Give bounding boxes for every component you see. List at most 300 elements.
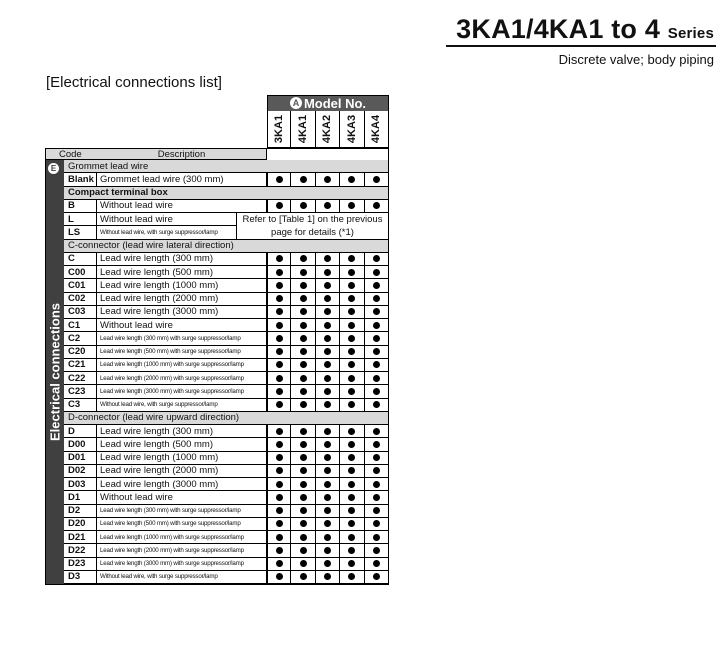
description-cell <box>97 266 267 279</box>
title-rule <box>446 45 716 47</box>
filled-circle-icon <box>276 322 283 329</box>
availability-dot <box>291 518 315 531</box>
description-header <box>97 148 267 160</box>
code-cell <box>64 213 97 226</box>
filled-circle-icon <box>348 441 355 448</box>
filled-circle-icon <box>373 375 380 382</box>
availability-dot <box>365 253 389 266</box>
model-column-header <box>316 111 340 148</box>
availability-dot <box>316 359 340 372</box>
filled-circle-icon <box>373 573 380 580</box>
code-header-label: Code <box>59 148 82 160</box>
description-cell <box>97 346 267 359</box>
filled-circle-icon <box>276 361 283 368</box>
filled-circle-icon <box>300 573 307 580</box>
description-cell <box>97 505 267 518</box>
code-value: B <box>68 200 75 212</box>
availability-dot <box>340 491 364 504</box>
code-cell <box>64 558 97 571</box>
availability-dot <box>365 478 389 491</box>
availability-dot <box>291 544 315 557</box>
availability-dot <box>365 544 389 557</box>
filled-circle-icon <box>373 428 380 435</box>
filled-circle-icon <box>373 269 380 276</box>
filled-circle-icon <box>276 202 283 209</box>
code-cell <box>64 253 97 266</box>
description-value: Lead wire length (500 mm) <box>100 438 213 450</box>
availability-dot <box>267 293 291 306</box>
description-cell <box>97 491 267 504</box>
description-value: Lead wire length (1000 mm) with surge suppressor/lamp <box>100 361 244 369</box>
availability-dot <box>267 491 291 504</box>
filled-circle-icon <box>276 560 283 567</box>
code-value: D2 <box>68 505 81 517</box>
filled-circle-icon <box>300 202 307 209</box>
availability-dot <box>316 505 340 518</box>
availability-dot <box>340 544 364 557</box>
code-value: D03 <box>68 478 86 490</box>
code-value: D20 <box>68 518 86 530</box>
code-cell <box>64 293 97 306</box>
description-value: Lead wire length (500 mm) with surge suppressor/lamp <box>100 520 241 528</box>
filled-circle-icon <box>300 507 307 514</box>
availability-dot <box>365 438 389 451</box>
code-cell <box>64 319 97 332</box>
filled-circle-icon <box>348 454 355 461</box>
code-value: D00 <box>68 438 86 450</box>
filled-circle-icon <box>324 361 331 368</box>
availability-dot <box>316 518 340 531</box>
code-cell <box>64 200 97 213</box>
description-value: Lead wire length (300 mm) with surge suppressor/lamp <box>100 507 241 515</box>
description-value: Without lead wire <box>100 319 173 331</box>
availability-dot <box>267 452 291 465</box>
availability-dot <box>365 173 389 186</box>
availability-dot <box>291 332 315 345</box>
availability-dot <box>365 306 389 319</box>
availability-dot <box>267 558 291 571</box>
availability-dot <box>340 438 364 451</box>
filled-circle-icon <box>324 467 331 474</box>
availability-dot <box>316 478 340 491</box>
filled-circle-icon <box>300 348 307 355</box>
code-value: LS <box>68 226 81 238</box>
availability-dot <box>316 372 340 385</box>
series-word: Series <box>667 25 714 42</box>
series-title <box>456 14 714 44</box>
availability-dot <box>340 505 364 518</box>
availability-dot <box>365 385 389 398</box>
filled-circle-icon <box>324 255 331 262</box>
availability-dot <box>267 465 291 478</box>
filled-circle-icon <box>300 467 307 474</box>
code-value: C01 <box>68 279 86 291</box>
description-value: Without lead wire <box>100 491 173 503</box>
description-value: Without lead wire, with surge suppressor/lamp <box>100 573 218 581</box>
availability-dot <box>340 531 364 544</box>
description-value: Lead wire length (2000 mm) <box>100 293 219 305</box>
availability-dot <box>340 425 364 438</box>
filled-circle-icon <box>373 322 380 329</box>
filled-circle-icon <box>348 176 355 183</box>
availability-dot <box>267 425 291 438</box>
description-value: Lead wire length (1000 mm) <box>100 452 219 464</box>
code-value: C2 <box>68 332 81 344</box>
availability-dot <box>267 438 291 451</box>
description-cell <box>97 226 237 239</box>
availability-dot <box>365 372 389 385</box>
availability-dot <box>365 346 389 359</box>
availability-dot <box>316 306 340 319</box>
filled-circle-icon <box>276 428 283 435</box>
filled-circle-icon <box>276 308 283 315</box>
availability-dot <box>291 399 315 412</box>
availability-dot <box>291 200 315 213</box>
model-badge-icon: A <box>290 97 302 109</box>
code-cell <box>64 306 97 319</box>
description-value: Lead wire length (3000 mm) <box>100 306 219 318</box>
code-cell <box>64 226 97 239</box>
availability-dot <box>316 173 340 186</box>
availability-dot <box>267 478 291 491</box>
refer-note-line1: Refer to [Table 1] on the previous <box>242 213 383 225</box>
code-value: D22 <box>68 544 86 556</box>
group-row <box>64 160 389 173</box>
description-cell <box>97 558 267 571</box>
availability-dot <box>291 372 315 385</box>
availability-dot <box>365 465 389 478</box>
availability-dot <box>340 200 364 213</box>
code-cell <box>64 465 97 478</box>
availability-dot <box>291 173 315 186</box>
availability-dot <box>267 531 291 544</box>
side-label: Electrical connections <box>47 303 62 441</box>
description-cell <box>97 359 267 372</box>
filled-circle-icon <box>276 467 283 474</box>
availability-dot <box>316 266 340 279</box>
model-no-label: Model No. <box>303 95 367 111</box>
code-cell <box>64 491 97 504</box>
availability-dot <box>365 359 389 372</box>
side-badge-icon: E <box>48 163 59 174</box>
availability-dot <box>267 306 291 319</box>
filled-circle-icon <box>348 269 355 276</box>
availability-dot <box>365 266 389 279</box>
filled-circle-icon <box>324 534 331 541</box>
availability-dot <box>267 399 291 412</box>
code-value: D3 <box>68 571 81 583</box>
availability-dot <box>316 346 340 359</box>
filled-circle-icon <box>373 282 380 289</box>
filled-circle-icon <box>276 547 283 554</box>
description-cell <box>97 465 267 478</box>
availability-dot <box>340 266 364 279</box>
filled-circle-icon <box>276 481 283 488</box>
filled-circle-icon <box>276 573 283 580</box>
code-value: C02 <box>68 293 86 305</box>
description-value: Lead wire length (3000 mm) <box>100 478 219 490</box>
code-value: D02 <box>68 465 86 477</box>
filled-circle-icon <box>348 388 355 395</box>
filled-circle-icon <box>324 441 331 448</box>
availability-dot <box>267 319 291 332</box>
filled-circle-icon <box>373 534 380 541</box>
code-cell <box>64 266 97 279</box>
description-cell <box>97 425 267 438</box>
description-cell <box>97 253 267 266</box>
description-cell <box>97 372 267 385</box>
availability-dot <box>267 173 291 186</box>
availability-dot <box>316 531 340 544</box>
filled-circle-icon <box>276 507 283 514</box>
model-column-header <box>340 111 364 148</box>
filled-circle-icon <box>300 388 307 395</box>
availability-dot <box>365 505 389 518</box>
availability-dot <box>340 385 364 398</box>
availability-dot <box>267 505 291 518</box>
availability-dot <box>316 438 340 451</box>
availability-dot <box>340 279 364 292</box>
availability-dot <box>340 518 364 531</box>
filled-circle-icon <box>300 534 307 541</box>
description-cell <box>97 399 267 412</box>
description-value: Lead wire length (300 mm) <box>100 253 213 265</box>
description-value: Lead wire length (3000 mm) with surge suppressor/lamp <box>100 560 244 568</box>
filled-circle-icon <box>373 202 380 209</box>
description-value: Grommet lead wire (300 mm) <box>100 173 224 185</box>
filled-circle-icon <box>373 467 380 474</box>
code-cell <box>64 531 97 544</box>
description-value: Lead wire length (1000 mm) with surge suppressor/lamp <box>100 533 244 541</box>
group-row <box>64 187 389 200</box>
availability-dot <box>316 200 340 213</box>
availability-dot <box>340 465 364 478</box>
filled-circle-icon <box>373 560 380 567</box>
availability-dot <box>267 279 291 292</box>
filled-circle-icon <box>300 269 307 276</box>
description-value: Lead wire length (300 mm) with surge suppressor/lamp <box>100 334 241 342</box>
code-cell <box>64 452 97 465</box>
filled-circle-icon <box>276 348 283 355</box>
code-value: C00 <box>68 266 86 278</box>
description-cell <box>97 385 267 398</box>
availability-dot <box>340 399 364 412</box>
availability-dot <box>340 571 364 584</box>
filled-circle-icon <box>276 494 283 501</box>
filled-circle-icon <box>276 388 283 395</box>
description-cell <box>97 452 267 465</box>
code-cell <box>64 505 97 518</box>
description-cell <box>97 319 267 332</box>
model-column-header <box>267 111 291 148</box>
availability-dot <box>340 359 364 372</box>
filled-circle-icon <box>373 308 380 315</box>
model-column-header <box>365 111 389 148</box>
code-cell <box>64 385 97 398</box>
group-row <box>64 412 389 425</box>
filled-circle-icon <box>348 282 355 289</box>
filled-circle-icon <box>348 573 355 580</box>
code-value: C23 <box>68 385 86 397</box>
filled-circle-icon <box>300 282 307 289</box>
model-label: 4KA3 <box>345 114 358 144</box>
availability-dot <box>340 346 364 359</box>
group-label: C-connector (lead wire lateral direction) <box>68 240 234 252</box>
filled-circle-icon <box>348 308 355 315</box>
availability-dot <box>365 452 389 465</box>
availability-dot <box>291 346 315 359</box>
availability-dot <box>267 359 291 372</box>
availability-dot <box>365 518 389 531</box>
filled-circle-icon <box>300 255 307 262</box>
filled-circle-icon <box>373 441 380 448</box>
filled-circle-icon <box>373 494 380 501</box>
filled-circle-icon <box>324 202 331 209</box>
filled-circle-icon <box>276 269 283 276</box>
filled-circle-icon <box>300 494 307 501</box>
filled-circle-icon <box>348 202 355 209</box>
model-label: 4KA4 <box>370 114 383 144</box>
availability-dot <box>365 571 389 584</box>
filled-circle-icon <box>324 520 331 527</box>
description-cell <box>97 279 267 292</box>
description-cell <box>97 438 267 451</box>
model-no-header <box>267 95 389 111</box>
description-cell <box>97 332 267 345</box>
filled-circle-icon <box>276 176 283 183</box>
filled-circle-icon <box>324 454 331 461</box>
model-label: 3KA1 <box>273 114 286 144</box>
availability-dot <box>291 385 315 398</box>
availability-dot <box>316 279 340 292</box>
filled-circle-icon <box>300 428 307 435</box>
filled-circle-icon <box>324 428 331 435</box>
description-value: Without lead wire, with surge suppressor/lamp <box>100 401 218 409</box>
availability-dot <box>316 491 340 504</box>
availability-dot <box>291 478 315 491</box>
availability-dot <box>340 372 364 385</box>
series-title-text: 3KA1/4KA1 to 4 <box>456 14 661 44</box>
availability-dot <box>316 571 340 584</box>
availability-dot <box>340 319 364 332</box>
availability-dot <box>316 465 340 478</box>
filled-circle-icon <box>373 520 380 527</box>
filled-circle-icon <box>276 441 283 448</box>
filled-circle-icon <box>300 375 307 382</box>
group-label: Compact terminal box <box>68 187 168 199</box>
filled-circle-icon <box>324 375 331 382</box>
availability-dot <box>316 332 340 345</box>
series-subtitle: Discrete valve; body piping <box>558 52 714 67</box>
filled-circle-icon <box>373 255 380 262</box>
code-value: D01 <box>68 452 86 464</box>
availability-dot <box>291 491 315 504</box>
filled-circle-icon <box>348 534 355 541</box>
filled-circle-icon <box>373 547 380 554</box>
description-cell <box>97 518 267 531</box>
availability-dot <box>267 544 291 557</box>
filled-circle-icon <box>300 401 307 408</box>
filled-circle-icon <box>324 494 331 501</box>
filled-circle-icon <box>324 176 331 183</box>
filled-circle-icon <box>348 255 355 262</box>
availability-dot <box>365 319 389 332</box>
filled-circle-icon <box>373 295 380 302</box>
code-cell <box>64 332 97 345</box>
code-cell <box>64 478 97 491</box>
refer-note-line2: page for details (*1) <box>271 226 354 238</box>
availability-dot <box>291 505 315 518</box>
availability-dot <box>365 279 389 292</box>
availability-dot <box>316 558 340 571</box>
filled-circle-icon <box>324 560 331 567</box>
availability-dot <box>365 558 389 571</box>
filled-circle-icon <box>373 454 380 461</box>
filled-circle-icon <box>348 428 355 435</box>
filled-circle-icon <box>300 335 307 342</box>
availability-dot <box>267 200 291 213</box>
availability-dot <box>267 372 291 385</box>
code-cell <box>64 518 97 531</box>
filled-circle-icon <box>324 295 331 302</box>
description-value: Lead wire length (500 mm) with surge suppressor/lamp <box>100 348 241 356</box>
availability-dot <box>291 452 315 465</box>
availability-dot <box>291 438 315 451</box>
group-row <box>64 240 389 253</box>
code-cell <box>64 544 97 557</box>
code-value: C <box>68 253 75 265</box>
filled-circle-icon <box>348 507 355 514</box>
code-cell <box>64 173 97 186</box>
availability-dot <box>291 531 315 544</box>
description-header-label: Description <box>157 148 206 160</box>
availability-dot <box>316 544 340 557</box>
filled-circle-icon <box>373 176 380 183</box>
filled-circle-icon <box>300 520 307 527</box>
availability-dot <box>267 346 291 359</box>
model-label: 4KA1 <box>297 114 310 144</box>
code-cell <box>64 571 97 584</box>
availability-dot <box>291 293 315 306</box>
availability-dot <box>340 293 364 306</box>
filled-circle-icon <box>348 560 355 567</box>
code-value: D <box>68 425 75 437</box>
code-value: C20 <box>68 346 86 358</box>
availability-dot <box>316 253 340 266</box>
group-label: D-connector (lead wire upward direction) <box>68 412 240 424</box>
filled-circle-icon <box>324 348 331 355</box>
filled-circle-icon <box>348 494 355 501</box>
filled-circle-icon <box>300 295 307 302</box>
availability-dot <box>291 465 315 478</box>
filled-circle-icon <box>373 507 380 514</box>
filled-circle-icon <box>324 308 331 315</box>
filled-circle-icon <box>348 295 355 302</box>
filled-circle-icon <box>373 388 380 395</box>
description-cell <box>97 173 267 186</box>
filled-circle-icon <box>300 547 307 554</box>
filled-circle-icon <box>348 375 355 382</box>
availability-dot <box>365 399 389 412</box>
filled-circle-icon <box>373 401 380 408</box>
filled-circle-icon <box>300 308 307 315</box>
filled-circle-icon <box>324 547 331 554</box>
code-cell <box>64 279 97 292</box>
description-cell <box>97 571 267 584</box>
availability-dot <box>291 571 315 584</box>
electrical-connections-table <box>45 95 389 583</box>
filled-circle-icon <box>348 361 355 368</box>
